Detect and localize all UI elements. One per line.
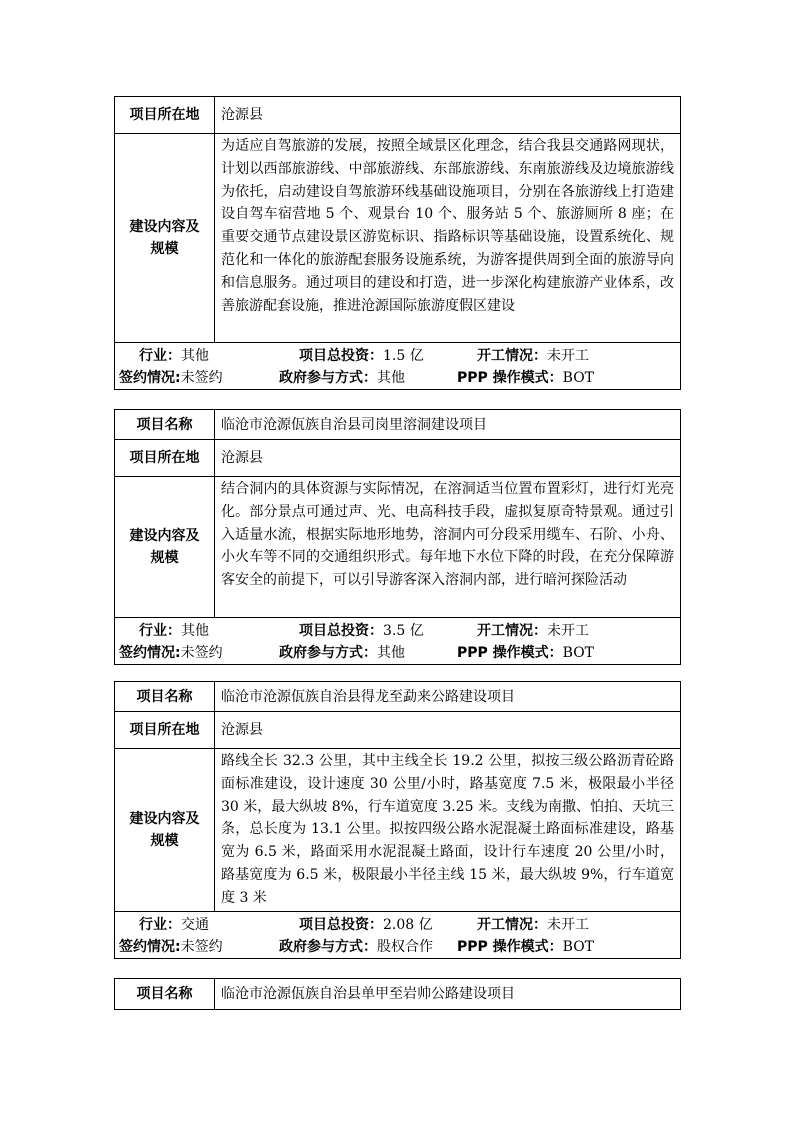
investment-value: 3.5 亿 — [383, 623, 424, 639]
start-field — [477, 345, 589, 367]
content-label: 建设内容及规模 — [115, 134, 215, 342]
project-name-label: 项目名称 — [115, 410, 215, 439]
ppp-field — [457, 642, 594, 664]
project-name-value: 临沧市沧源佤族自治县司岗里溶洞建设项目 — [221, 416, 487, 433]
investment-label: 项目总投资： — [299, 348, 383, 364]
content-label: 建设内容及规模 — [115, 749, 215, 911]
ppp-value: BOT — [562, 370, 595, 386]
location-row — [115, 97, 680, 134]
ppp-label: PPP 操作模式： — [457, 939, 563, 955]
industry-label: 行业： — [139, 623, 181, 639]
industry-value: 交通 — [181, 917, 209, 933]
name-row — [115, 682, 680, 712]
location-value: 沧源县 — [221, 107, 263, 123]
start-label: 开工情况： — [477, 623, 547, 639]
start-value: 未开工 — [547, 623, 589, 639]
industry-field — [119, 620, 299, 642]
signing-field — [119, 367, 279, 389]
location-label: 项目所在地 — [115, 97, 215, 133]
ppp-value: BOT — [562, 939, 595, 955]
content-description: 为适应自驾旅游的发展，按照全域景区化理念，结合我县交通路网现状，计划以西部旅游线、中部旅游线、东部旅游线、东南旅游线及边境旅游线为依托，启动建设自驾旅游环线基础设施项目，分别在各旅游线上打造建设自驾车宿营地 5 个、观景台 10 个、服务站 5 个、旅游厕所 8 座；在重要交通节点建设景区游览标识、指路标识等基础设施，设置系统化、规范化和一体化的旅游配套服务设施系统，为游客提供周到全面的旅游导向和信息服务。通过项目的建设和打造，进一步深化构建旅游产业体系，改善旅游配套设施，推进沧源国际旅游度假区建设 — [221, 138, 674, 314]
location-row — [115, 440, 680, 477]
investment-field — [299, 914, 477, 936]
start-label: 开工情况： — [477, 917, 547, 933]
project-name-label: 项目名称 — [115, 979, 215, 1009]
signing-label: 签约情况: — [119, 645, 181, 661]
gov-label: 政府参与方式： — [279, 370, 377, 386]
ppp-label: PPP 操作模式： — [457, 645, 563, 661]
start-field — [477, 914, 589, 936]
name-row — [115, 979, 680, 1009]
signing-value: 未签约 — [180, 645, 223, 661]
meta-row — [115, 618, 680, 664]
content-description: 路线全长 32.3 公里，其中主线全长 19.2 公里，拟按三级公路沥青砼路面标准建设，设计速度 30 公里/小时，路基宽度 7.5 米，极限最小半径 30 米，最大纵坡 8%，行车道宽度 3.25 米。支线为南撒、怕拍、天坑三条，总长度为 13.1 公里。拟按四级公路水泥混凝土路面标准建设，路基宽为 6.5 米，路面采用水泥混凝土路面，设计行车速度 20 公里/小时，路基宽度为 6.5 米，极限最小半径主线 15 米，最大纵坡 9%，行车道宽度 3 米 — [221, 753, 674, 906]
location-row — [115, 712, 680, 749]
investment-value: 1.5 亿 — [383, 348, 424, 364]
ppp-value: BOT — [562, 645, 595, 661]
name-row — [115, 410, 680, 440]
gov-field — [279, 642, 457, 664]
gov-field — [279, 936, 457, 958]
signing-field — [119, 936, 279, 958]
investment-label: 项目总投资： — [299, 623, 383, 639]
project-card-1 — [114, 96, 681, 390]
project-card-4 — [114, 978, 681, 1010]
industry-value: 其他 — [181, 623, 209, 639]
industry-label: 行业： — [139, 917, 181, 933]
investment-field — [299, 620, 477, 642]
ppp-field — [457, 367, 594, 389]
content-row — [115, 477, 680, 618]
ppp-label: PPP 操作模式： — [457, 370, 563, 386]
project-card-3 — [114, 681, 681, 959]
gov-value: 其他 — [377, 645, 405, 661]
signing-label: 签约情况: — [119, 370, 181, 386]
content-row — [115, 749, 680, 912]
location-value: 沧源县 — [221, 450, 263, 466]
location-label: 项目所在地 — [115, 440, 215, 476]
start-value: 未开工 — [547, 348, 589, 364]
start-value: 未开工 — [547, 917, 589, 933]
signing-value: 未签约 — [180, 370, 223, 386]
meta-row — [115, 912, 680, 958]
project-name-value: 临沧市沧源佤族自治县单甲至岩帅公路建设项目 — [221, 986, 515, 1002]
investment-label: 项目总投资： — [299, 917, 383, 933]
start-field — [477, 620, 589, 642]
investment-value: 2.08 亿 — [383, 917, 433, 933]
gov-value: 股权合作 — [377, 939, 433, 955]
content-row — [115, 134, 680, 343]
industry-label: 行业： — [139, 348, 181, 364]
gov-label: 政府参与方式： — [279, 645, 377, 661]
industry-field — [119, 914, 299, 936]
investment-field — [299, 345, 477, 367]
gov-value: 其他 — [377, 370, 405, 386]
content-label: 建设内容及规模 — [115, 477, 215, 617]
gov-label: 政府参与方式： — [279, 939, 377, 955]
start-label: 开工情况： — [477, 348, 547, 364]
industry-value: 其他 — [181, 348, 209, 364]
project-card-2 — [114, 409, 681, 665]
content-description: 结合洞内的具体资源与实际情况，在溶洞适当位置布置彩灯，进行灯光亮化。部分景点可通过声、光、电高科技手段，虚拟复原奇特景观。通过引入适量水流，根据实际地形地势，溶洞内可分段采用缆车、石阶、小舟、小火车等不同的交通组织形式。每年地下水位下降的时段，在充分保障游客安全的前提下，可以引导游客深入溶洞内部，进行暗河探险活动 — [221, 481, 674, 589]
project-name-label: 项目名称 — [115, 682, 215, 711]
signing-value: 未签约 — [180, 939, 223, 955]
location-value: 沧源县 — [221, 722, 263, 738]
location-label: 项目所在地 — [115, 712, 215, 748]
industry-field — [119, 345, 299, 367]
ppp-field — [457, 936, 594, 958]
meta-row — [115, 343, 680, 389]
project-name-value: 临沧市沧源佤族自治县得龙至勐来公路建设项目 — [221, 688, 515, 705]
signing-label: 签约情况: — [119, 939, 181, 955]
gov-field — [279, 367, 457, 389]
signing-field — [119, 642, 279, 664]
